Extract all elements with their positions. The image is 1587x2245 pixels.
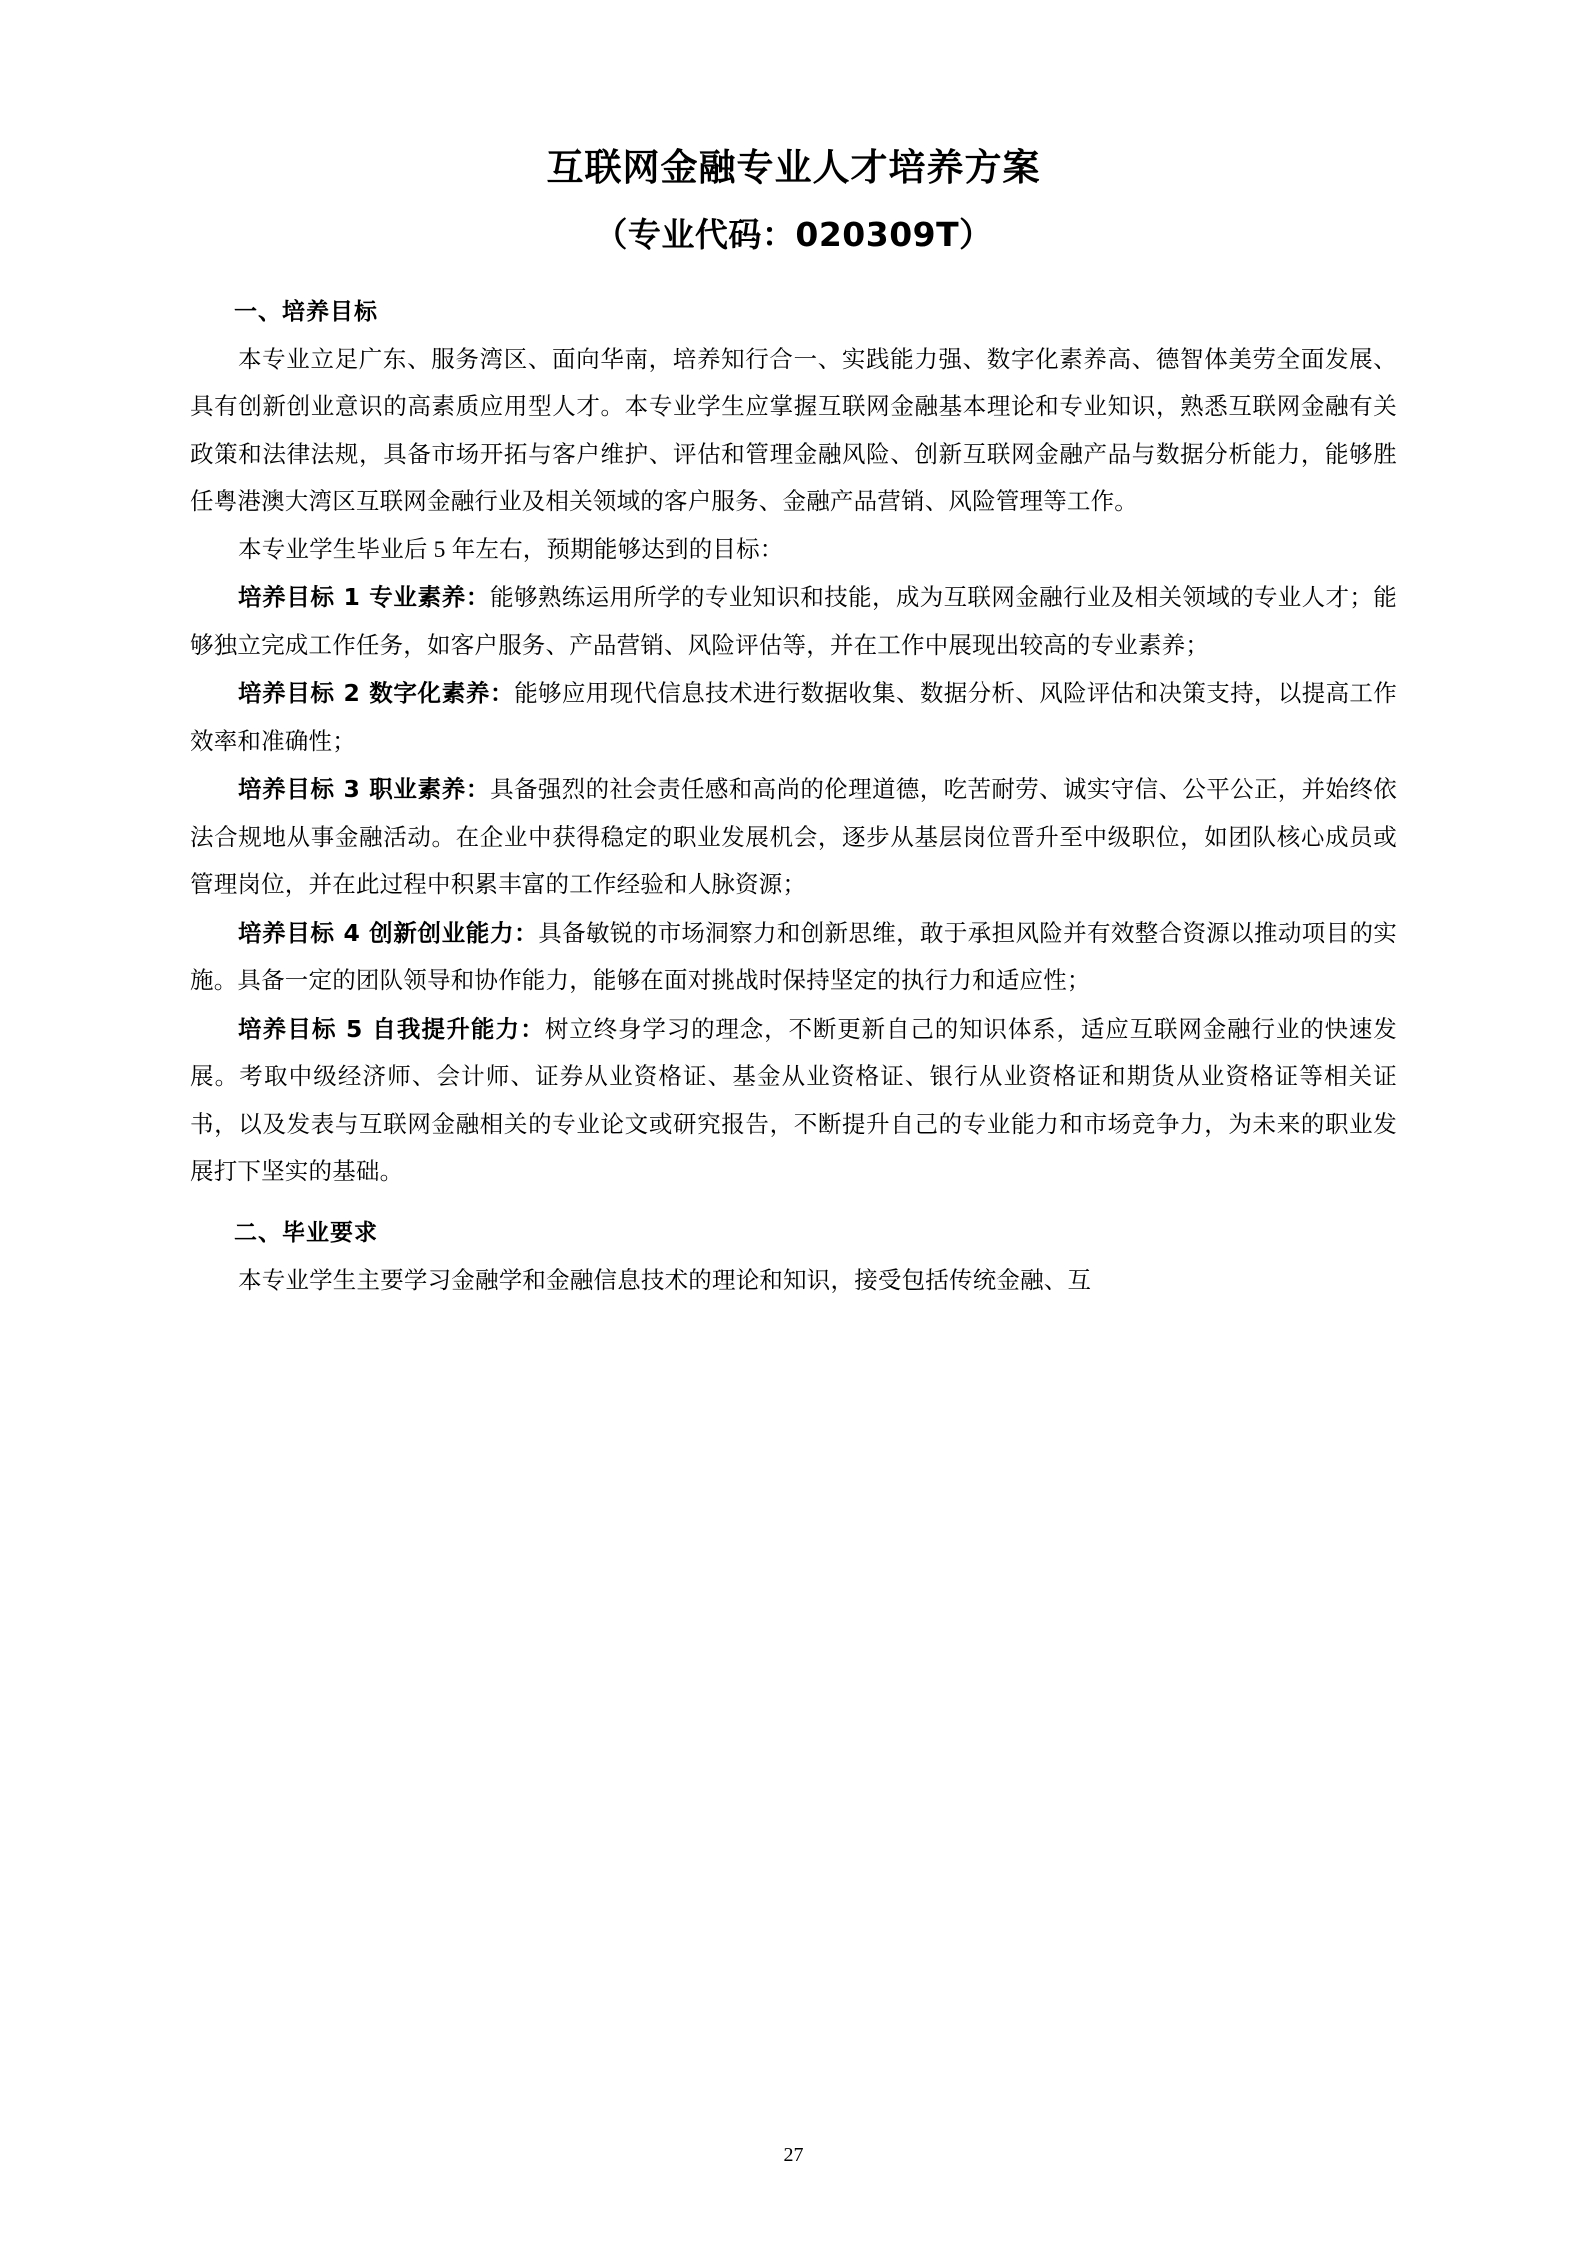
paragraph — [190, 910, 1397, 1006]
paragraph-lead: 培养目标 5 自我提升能力： — [238, 1014, 545, 1043]
paragraph-lead: 培养目标 2 数字化素养： — [238, 679, 515, 708]
section-heading-2: 二、毕业要求 — [234, 1220, 378, 1247]
paragraph — [190, 1258, 1397, 1305]
section-heading-1: 一、培养目标 — [234, 299, 378, 325]
paragraph-text: 能够熟练运用所学的专业知识和技能，成为互联网金融行业及相关领域的专业人才；能够独立完成工作任务，如客户服务、产品营销、风险评估等，并在工作中展现出较高的专业素养； — [190, 585, 1397, 659]
paragraph — [190, 574, 1397, 670]
paragraph-text: 本专业学生主要学习金融学和金融信息技术的理论和知识，接受包括传统金融、互 — [238, 1268, 1092, 1295]
paragraph-text: 树立终身学习的理念，不断更新自己的知识体系，适应互联网金融行业的快速发展。考取中级经济师、会计师、证券从业资格证、基金从业资格证、银行从业资格证和期货从业资格证等相关证书，以及发表与互联网金融相关的专业论文或研究报告，不断提升自己的专业能力和市场竞争力，为未来的职业发展打下坚实的基础。 — [190, 1016, 1398, 1185]
page-subtitle: （专业代码：020309T） — [594, 214, 993, 254]
paragraph — [190, 1006, 1397, 1197]
paragraph-lead: 培养目标 3 职业素养： — [238, 775, 491, 804]
paragraph-text: 本专业学生毕业后 5 年左右，预期能够达到的目标： — [238, 536, 784, 563]
paragraph — [190, 766, 1397, 909]
paragraph — [190, 527, 1397, 574]
paragraph-text: 能够应用现代信息技术进行数据收集、数据分析、风险评估和决策支持，以提高工作效率和准确性； — [190, 681, 1397, 755]
paragraph — [190, 670, 1397, 766]
page-title: 互联网金融专业人才培养方案 — [546, 146, 1041, 189]
paragraph-lead: 培养目标 1 专业素养： — [238, 583, 491, 612]
paragraph — [190, 337, 1397, 527]
paragraph-text: 具备敏锐的市场洞察力和创新思维，敢于承担风险并有效整合资源以推动项目的实施。具备一定的团队领导和协作能力，能够在面对挑战时保持坚定的执行力和适应性； — [190, 920, 1398, 995]
paragraph-text: 本专业立足广东、服务湾区、面向华南，培养知行合一、实践能力强、数字化素养高、德智体美劳全面发展、具有创新创业意识的高素质应用型人才。本专业学生应掌握互联网金融基本理论和专业知识，熟悉互联网金融有关政策和法律法规，具备市场开拓与客户维护、评估和管理金融风险、创新互联网金融产品与数据分析能力，能够胜任粤港澳大湾区互联网金融行业及相关领域的客户服务、金融产品营销、风险管理等工作。 — [190, 347, 1397, 516]
paragraph-lead: 培养目标 4 创新创业能力： — [238, 918, 539, 947]
page-number: 27 — [783, 2144, 804, 2166]
paragraph-text: 具备强烈的社会责任感和高尚的伦理道德，吃苦耐劳、诚实守信、公平公正，并始终依法合规地从事金融活动。在企业中获得稳定的职业发展机会，逐步从基层岗位晋升至中级职位，如团队核心成员或管理岗位，并在此过程中积累丰富的工作经验和人脉资源； — [190, 777, 1397, 899]
